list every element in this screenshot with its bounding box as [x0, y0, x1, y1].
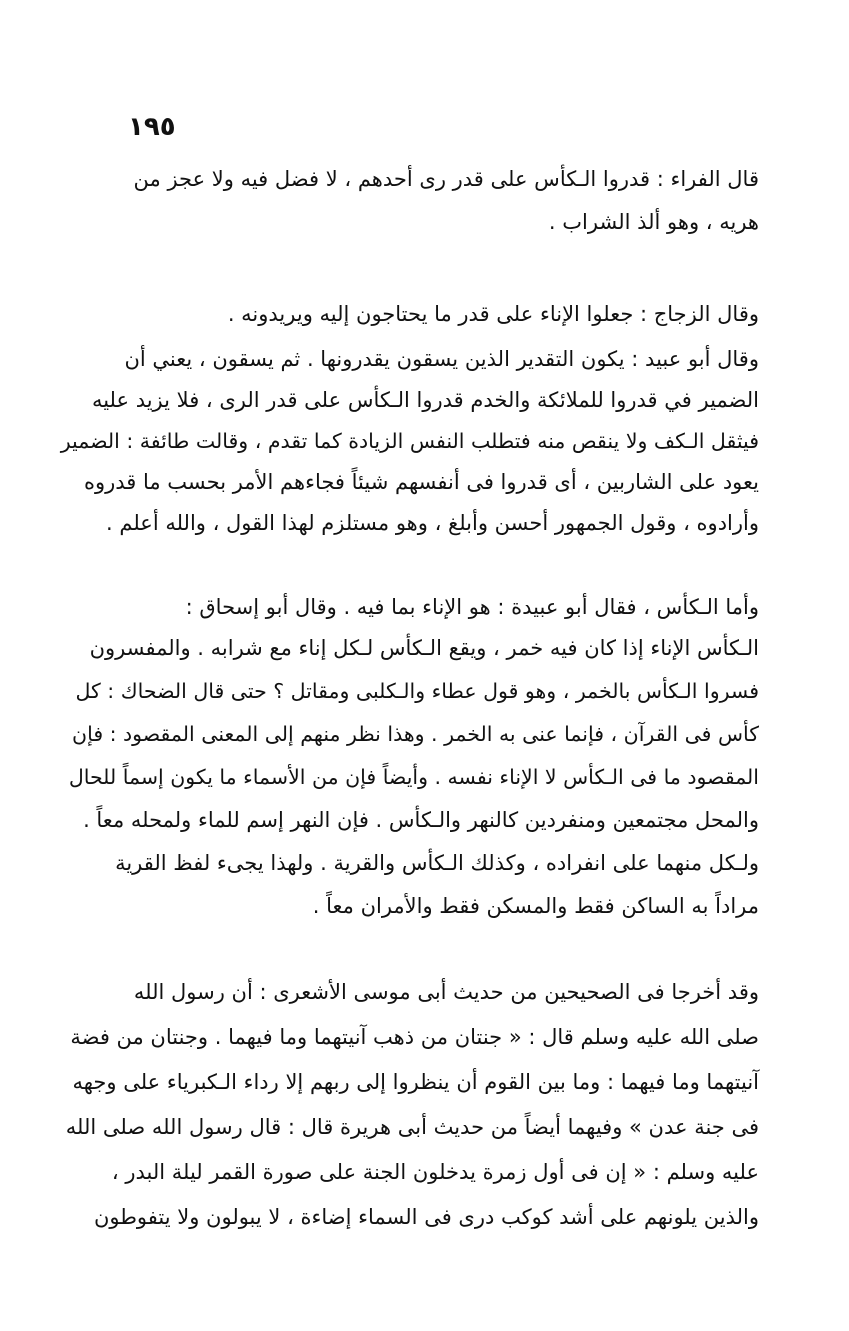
paragraph-5-line-1: وقد أخرجا فى الصحيحين من حديث أبى موسى الأشعرى : أن رسول الله	[133, 980, 759, 1004]
paragraph-5-line-6: والذين يلونهم على أشد كوكب درى فى السماء إضاءة ، لا يبولون ولا يتفوطون	[93, 1205, 759, 1229]
paragraph-4-line-6: والمحل مجتمعين ومنفردين كالنهر والـكأس . فإن النهر إسم للماء ولمحله معاً .	[83, 808, 759, 832]
paragraph-2-line-1: وقال الزجاج : جعلوا الإناء على قدر ما يحتاجون إليه ويريدونه .	[227, 302, 759, 326]
paragraph-4-line-3: فسروا الـكأس بالخمر ، وهو قول عطاء والـكلبى ومقاتل ؟ حتى قال الضحاك : كل	[75, 679, 759, 703]
paragraph-3-line-3: فيثقل الـكف ولا ينقص منه فتطلب النفس الزيادة كما تقدم ، وقالت طائفة : الضمير	[60, 429, 759, 453]
paragraph-3-line-2: الضمير في قدروا للملائكة والخدم قدروا الـكأس على قدر الرى ، فلا يزيد عليه	[91, 388, 759, 412]
paragraph-5-line-3: آنيتهما وما فيهما : وما بين القوم أن ينظروا إلى ربهم إلا رداء الـكبرياء على وجهه	[72, 1070, 759, 1094]
paragraph-1-line-2: هريه ، وهو ألذ الشراب .	[548, 210, 759, 234]
paragraph-4-line-7: ولـكل منهما على انفراده ، وكذلك الـكأس والقرية . ولهذا يجىء لفظ القرية	[115, 851, 759, 875]
paragraph-3-line-4: يعود على الشاربين ، أى قدروا فى أنفسهم شيئاً فجاءهم الأمر بحسب ما قدروه	[83, 470, 759, 494]
paragraph-4-line-2: الـكأس الإناء إذا كان فيه خمر ، ويقع الـكأس لـكل إناء مع شرابه . والمفسرون	[89, 636, 759, 660]
paragraph-5-line-2: صلى الله عليه وسلم قال : « جنتان من ذهب آنيتهما وما فيهما . وجنتان من فضة	[70, 1025, 759, 1049]
paragraph-3-line-5: وأرادوه ، وقول الجمهور أحسن وأبلغ ، وهو مستلزم لهذا القول ، والله أعلم .	[106, 511, 759, 535]
paragraph-4-line-8: مراداً به الساكن فقط والمسكن فقط والأمران معاً .	[312, 894, 759, 918]
paragraph-4-line-5: المقصود ما فى الـكأس لا الإناء نفسه . وأيضاً فإن من الأسماء ما يكون إسماً للحال	[68, 765, 759, 789]
paragraph-4-line-4: كأس فى القرآن ، فإنما عنى به الخمر . وهذا نظر منهم إلى المعنى المقصود : فإن	[72, 722, 759, 746]
page-number: ١٩٥	[128, 112, 176, 142]
paragraph-1-line-1: قال الفراء : قدروا الـكأس على قدر رى أحدهم ، لا فضل فيه ولا عجز من	[133, 167, 759, 191]
paragraph-3-line-1: وقال أبو عبيد : يكون التقدير الذين يسقون يقدرونها . ثم يسقون ، يعني أن	[124, 347, 759, 371]
paragraph-4-line-1: وأما الـكأس ، فقال أبو عبيدة : هو الإناء بما فيه . وقال أبو إسحاق :	[185, 595, 759, 619]
paragraph-5-line-4: فى جنة عدن » وفيهما أيضاً من حديث أبى هريرة قال : قال رسول الله صلى الله	[65, 1115, 759, 1139]
paragraph-5-line-5: عليه وسلم : « إن فى أول زمرة يدخلون الجنة على صورة القمر ليلة البدر ،	[111, 1160, 759, 1184]
